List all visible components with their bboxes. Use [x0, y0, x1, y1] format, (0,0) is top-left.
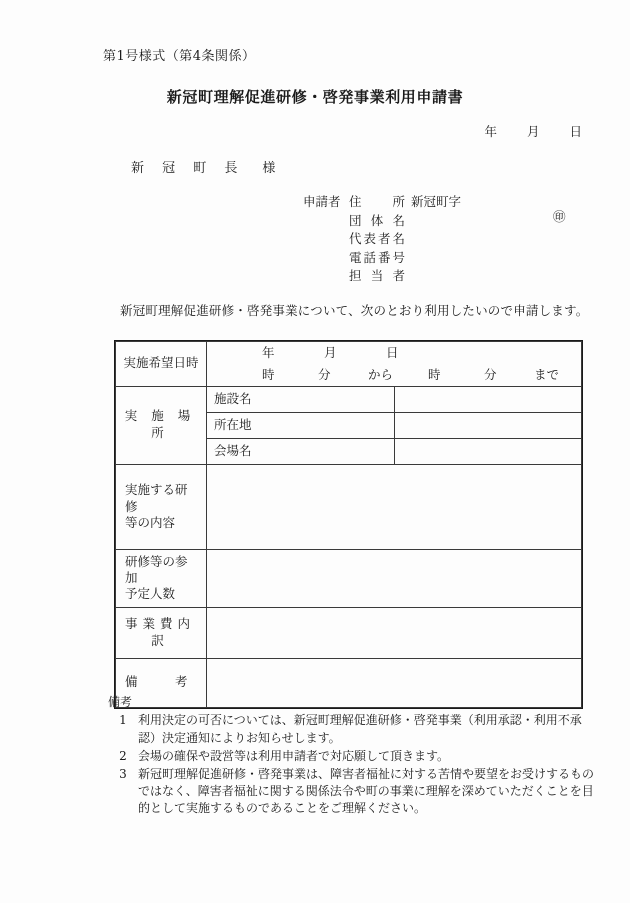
- note-item: [108, 748, 598, 765]
- applicant-prefix: 申請者: [303, 194, 341, 209]
- note-text-2: 会場の確保や設営等は利用申請者で対応願して頂きます。: [138, 748, 450, 763]
- label-participants-line2: 予定人数: [125, 586, 176, 602]
- document-title: 新冠町理解促進研修・啓発事業利用申請書: [166, 88, 464, 106]
- field-datetime[interactable]: [207, 342, 582, 387]
- addressee: [131, 157, 275, 176]
- notes-title: 備考: [108, 695, 133, 709]
- label-training-content-line2: 等の内容: [125, 514, 176, 530]
- field-facility-address-value: [395, 421, 582, 429]
- label-budget-text: 事業費内訳: [124, 615, 195, 648]
- applicant-label-organization: 団体名: [349, 212, 405, 228]
- datetime-line-time: [207, 364, 581, 386]
- note-number-1: 1: [119, 713, 127, 728]
- form-number: 第1号様式（第4条関係）: [103, 49, 256, 64]
- field-facility-address[interactable]: [394, 412, 582, 438]
- label-training-content-text: [116, 478, 206, 535]
- note-text-1: 利用決定の可否については、新冠町理解促進研修・啓発事業（利用承認・利用不承認）決定通知によりお知らせします。: [138, 713, 582, 745]
- table-row-location-facility: [116, 386, 582, 412]
- note-item: [108, 712, 598, 747]
- datetime-day-label: 日: [386, 345, 399, 360]
- addressee-honorific: 様: [262, 161, 276, 176]
- datetime-minute-to-label: 分: [484, 366, 497, 382]
- date-line: [485, 122, 582, 140]
- label-remarks-text: 備 考: [125, 674, 188, 690]
- applicant-label-representative: 代表者名: [349, 231, 405, 246]
- datetime-year-label: 年: [262, 345, 275, 360]
- field-facility-name[interactable]: [394, 386, 582, 412]
- label-datetime: [116, 342, 207, 387]
- label-participants: [116, 549, 207, 607]
- datetime-hour-to-label: 時: [428, 366, 441, 382]
- table-row-participants: [116, 549, 582, 607]
- date-month-label: 月: [527, 124, 540, 139]
- label-datetime-text: 実施希望日時: [123, 355, 199, 371]
- field-participants-value: [207, 574, 581, 582]
- field-venue-name-value: [395, 447, 582, 455]
- field-venue-name[interactable]: [394, 438, 582, 464]
- sublabel-facility-address: [207, 412, 395, 438]
- applicant-row-address: [303, 192, 461, 211]
- label-budget: [116, 607, 207, 658]
- sublabel-venue-name: [207, 438, 395, 464]
- sublabel-venue-name-text: 会場名: [214, 442, 252, 458]
- datetime-to-label: まで: [534, 366, 560, 382]
- applicant-block: [303, 192, 566, 285]
- applicant-label-contact: 担当者: [349, 268, 405, 283]
- applicant-row-organization: [303, 211, 461, 230]
- field-training-content-value: [207, 503, 581, 511]
- label-location: [116, 386, 207, 464]
- field-budget-value: [207, 629, 581, 637]
- application-table: [115, 341, 582, 708]
- field-remarks-value: [207, 679, 581, 687]
- label-participants-text: [116, 550, 206, 607]
- applicant-row-contact: [303, 266, 461, 285]
- field-participants[interactable]: [207, 549, 582, 607]
- label-location-text: 実 施 場 所: [124, 408, 196, 441]
- note-item: [108, 766, 598, 818]
- label-training-content-line1: 実施する研修: [125, 482, 188, 514]
- date-day-label: 日: [569, 124, 582, 139]
- datetime-line-date: [207, 342, 581, 364]
- datetime-hour-from-label: 時: [262, 366, 275, 382]
- applicant-label-phone: 電話番号: [349, 249, 405, 265]
- sublabel-facility-address-text: 所在地: [214, 416, 252, 432]
- date-year-label: 年: [484, 124, 498, 139]
- field-budget[interactable]: [207, 607, 582, 658]
- lead-sentence: 新冠町理解促進研修・啓発事業について、次のとおり利用したいので申請します。: [120, 303, 589, 318]
- sublabel-facility-name-text: 施設名: [214, 390, 252, 406]
- seal-stamp-icon: ㊞: [553, 209, 566, 224]
- sublabel-facility-name: [207, 386, 395, 412]
- applicant-row-phone: [303, 248, 461, 267]
- applicant-label-address: 住所: [349, 194, 405, 209]
- field-facility-name-value: [395, 395, 582, 403]
- datetime-minute-from-label: 分: [318, 366, 331, 382]
- label-training-content: [116, 464, 207, 549]
- label-participants-line1: 研修等の参加: [125, 553, 188, 585]
- table-row-datetime: [116, 342, 582, 387]
- note-number-3: 3: [119, 766, 127, 781]
- table-row-budget: [116, 607, 582, 658]
- table-row-training-content: [116, 464, 582, 549]
- applicant-row-representative: [303, 229, 461, 248]
- note-number-2: 2: [119, 748, 127, 763]
- notes-section: [108, 694, 598, 818]
- applicant-value-address[interactable]: 新冠町字: [411, 194, 462, 209]
- datetime-from-label: から: [368, 366, 394, 382]
- field-training-content[interactable]: [207, 464, 582, 549]
- addressee-name: 新 冠 町 長: [131, 161, 245, 176]
- datetime-month-label: 月: [324, 345, 337, 360]
- note-text-3: 新冠町理解促進研修・啓発事業は、障害者福祉に対する苦情や要望をお受けするものではなく、障害者福祉に関する関係法令や町の事業に理解を深めていただくことを目的として実施するものであることをご理解ください。: [138, 766, 595, 816]
